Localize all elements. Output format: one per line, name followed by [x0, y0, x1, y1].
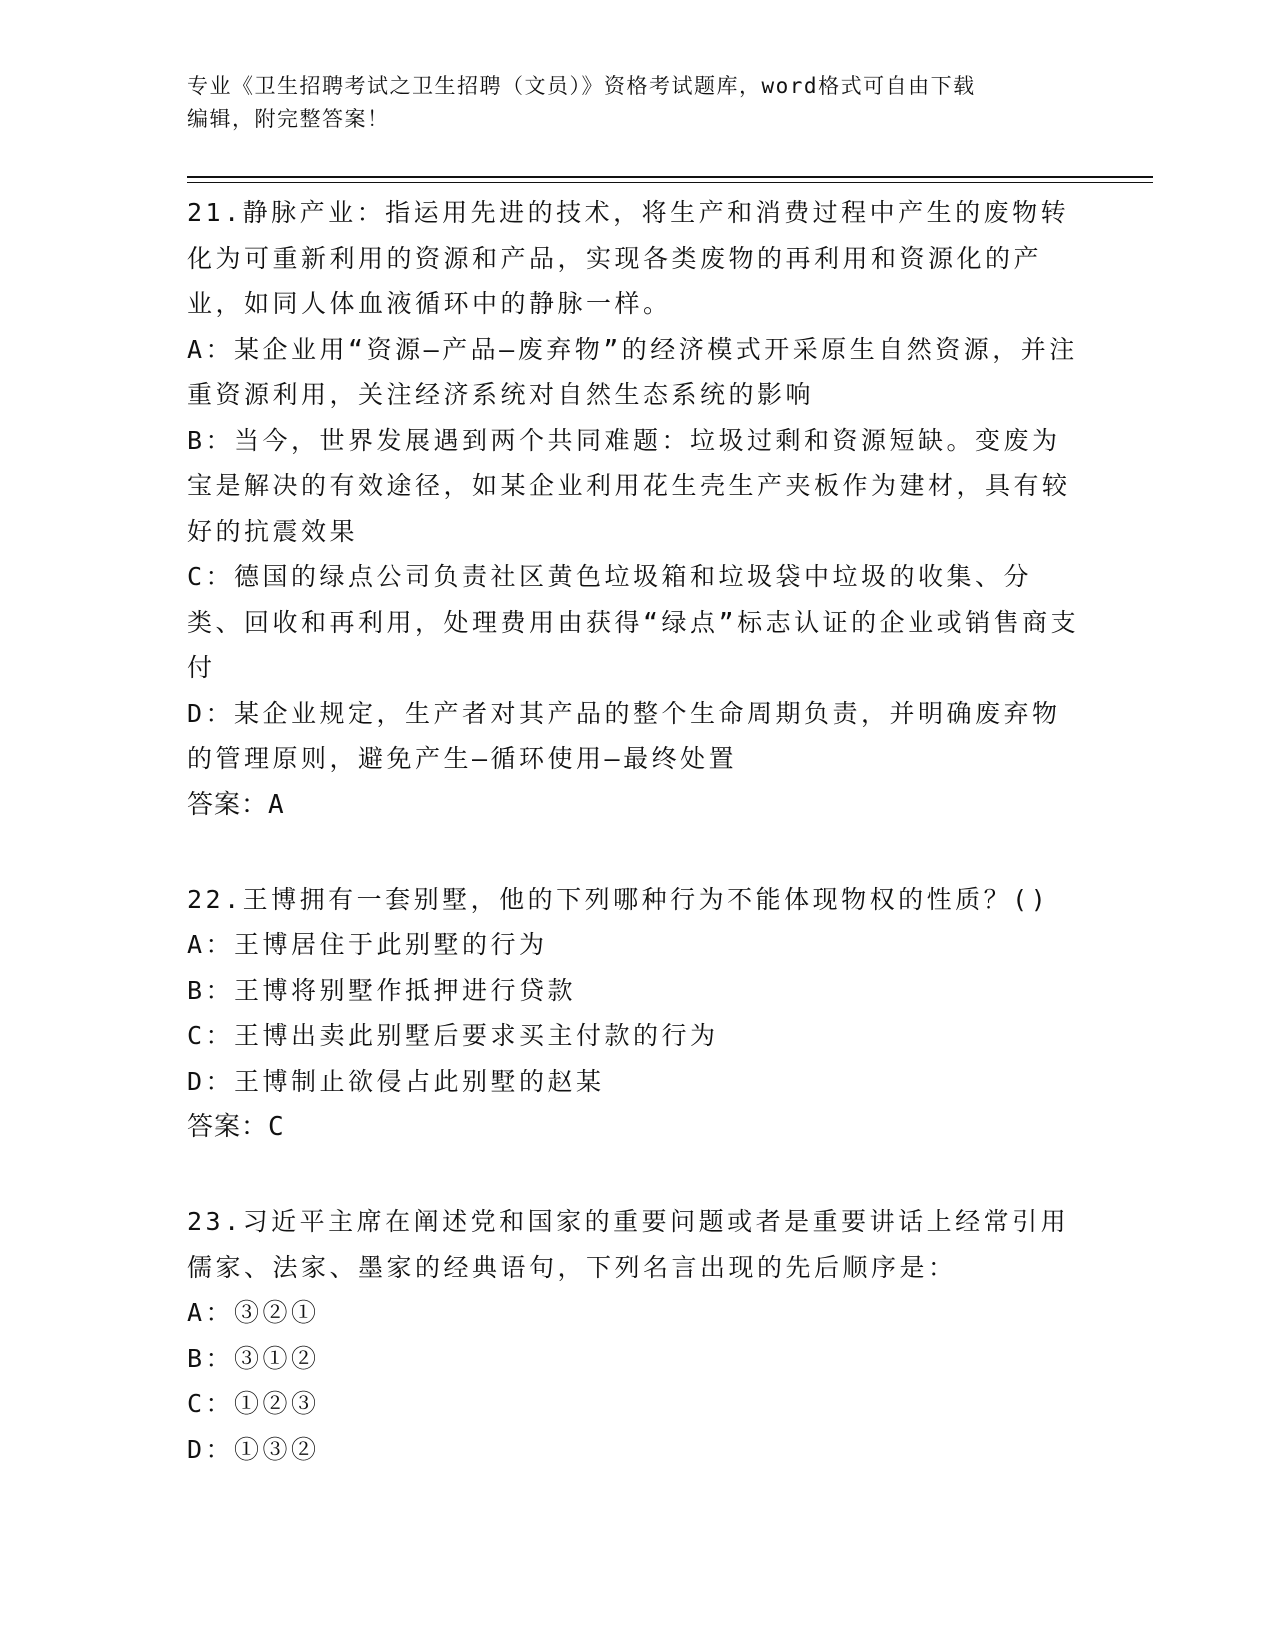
answer-value: C: [268, 1112, 284, 1142]
header-intro-line-2: 编辑，附完整答案！: [187, 107, 390, 131]
header-divider-thick: [187, 176, 1153, 178]
option-c: C：①②③: [187, 1389, 320, 1418]
option-b: B：王博将别墅作抵押进行贷款: [187, 975, 577, 1005]
option-d: D：某企业规定，生产者对其产品的整个生命周期负责，并明确废弃物的管理原则，避免产生—循环使用—最终处置: [187, 698, 1061, 773]
option-c: C：德国的绿点公司负责社区黄色垃圾箱和垃圾袋中垃圾的收集、分类、回收和再利用，处理费用由获得“绿点”标志认证的企业或销售商支付: [187, 562, 1080, 682]
option-a: A：③②①: [187, 1298, 320, 1327]
header-intro-line-1: 专业《卫生招聘考试之卫生招聘（文员）》资格考试题库，word格式可自由下载: [187, 74, 976, 98]
question-stem: 21.静脉产业：指运用先进的技术，将生产和消费过程中产生的废物转化为可重新利用的资源和产品，实现各类废物的再利用和资源化的产业，如同人体血液循环中的静脉一样。: [187, 198, 1070, 318]
option-c: C：王博出卖此别墅后要求买主付款的行为: [187, 1021, 719, 1050]
header-divider-thin: [187, 182, 1153, 183]
answer-line: [187, 782, 1087, 829]
question-23: [187, 1199, 1087, 1472]
question-22: [187, 877, 1087, 1152]
question-stem: 22.王博拥有一套别墅，他的下列哪种行为不能体现物权的性质？(): [187, 884, 1050, 914]
answer-label: 答案：: [187, 1112, 269, 1142]
answer-line: [187, 1104, 1087, 1151]
question-list: [187, 190, 1087, 1520]
answer-label: 答案：: [187, 789, 269, 820]
document-header: [187, 70, 1067, 136]
question-stem: 23.习近平主席在阐述党和国家的重要问题或者是重要讲话上经常引用儒家、法家、墨家的经典语句，下列名言出现的先后顺序是：: [187, 1207, 1070, 1282]
option-a: A：王博居住于此别墅的行为: [187, 930, 548, 959]
option-d: D：王博制止欲侵占此别墅的赵某: [187, 1066, 605, 1096]
answer-value: A: [268, 789, 284, 820]
option-b: B：当今，世界发展遇到两个共同难题：垃圾过剩和资源短缺。变废为宝是解决的有效途径，如某企业利用花生壳生产夹板作为建材，具有较好的抗震效果: [187, 425, 1071, 546]
option-a: A：某企业用“资源—产品—废弃物”的经济模式开采原生自然资源，并注重资源利用，关注经济系统对自然生态系统的影响: [187, 334, 1078, 409]
option-b: B：③①②: [187, 1343, 320, 1373]
question-21: [187, 190, 1087, 829]
option-d: D：①③②: [187, 1434, 320, 1464]
